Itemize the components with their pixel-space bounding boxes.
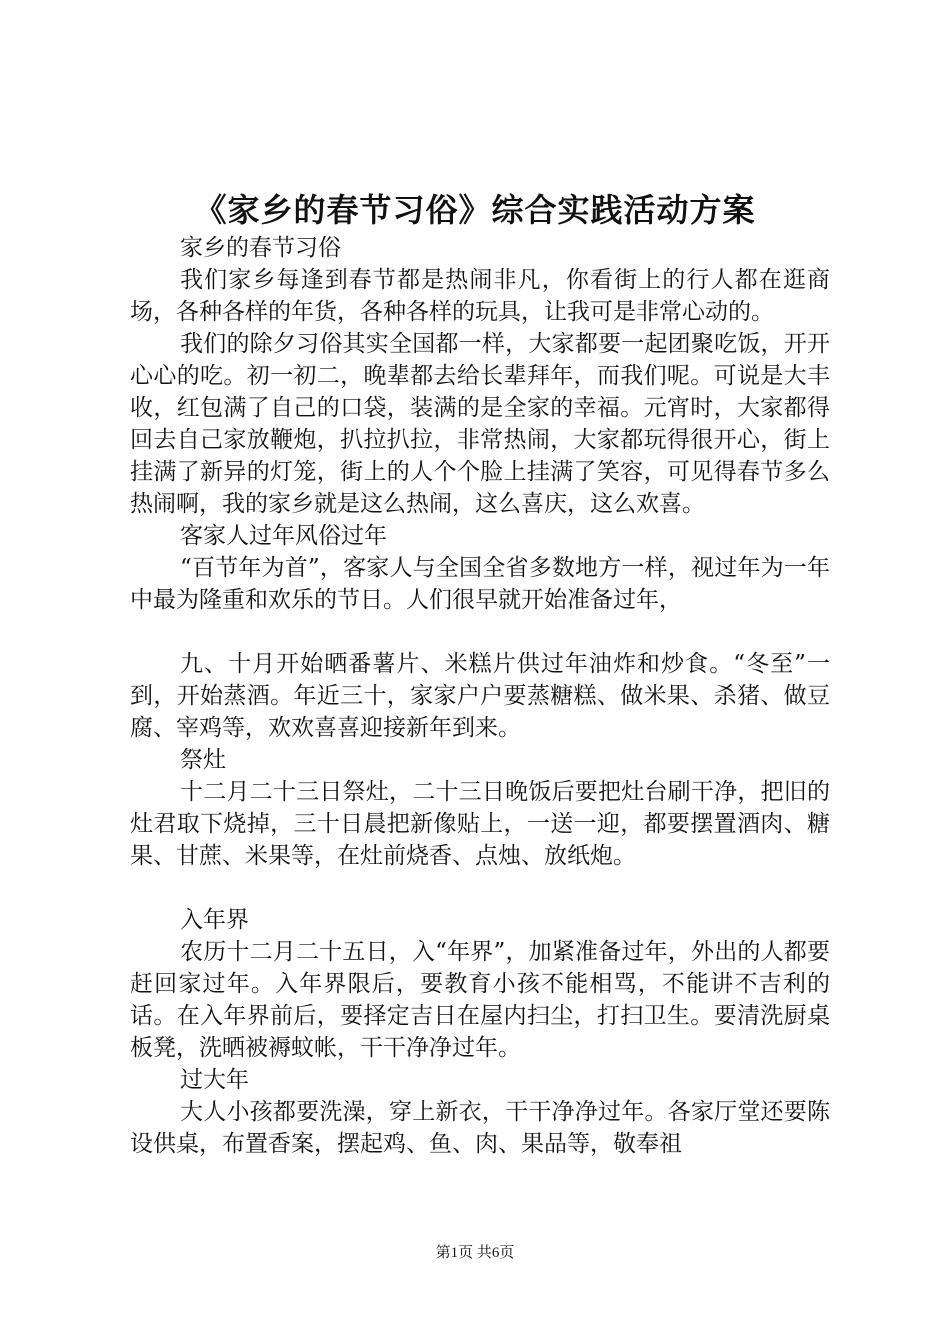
paragraph: 我们的除夕习俗其实全国都一样，大家都要一起团聚吃饭，开开心心的吃。初一初二，晚辈都去给长辈拜年，而我们呢。可说是大丰收，红包满了自己的口袋，装满的是全家的幸福。元宵时，大家都得回去自己家放鞭炮，扒拉扒拉，非常热闹，大家都玩得很开心，街上挂满了新异的灯笼，街上的人个个脸上挂满了笑容，可见得春节多么热闹啊，我的家乡就是这么热闹，这么喜庆，这么欢喜。 — [130, 331, 830, 517]
paragraph: 大人小孩都要洗澡，穿上新衣，干干净净过年。各家厅堂还要陈设供桌，布置香案，摆起鸡、鱼、肉、果品等，敬奉祖 — [130, 1099, 830, 1157]
paragraph: 十二月二十三日祭灶，二十三日晚饭后要把灶台刷干净，把旧的灶君取下烧掉，三十日晨把新像贴上，一送一迎，都要摆置酒肉、糖果、甘蔗、米果等，在灶前烧香、点烛、放纸炮。 — [130, 779, 830, 869]
paragraph-gap — [130, 616, 830, 648]
document-title: 《家乡的春节习俗》综合实践活动方案 — [194, 191, 756, 229]
page-footer: 第1页 共6页 — [435, 1245, 515, 1261]
section-heading: 过大年 — [180, 1067, 249, 1093]
paragraph: “百节年为首”，客家人与全国全省多数地方一样，视过年为一年中最为隆重和欢乐的节日。人们很早就开始准备过年， — [130, 555, 830, 613]
paragraph-gap — [130, 872, 830, 904]
paragraph: 农历十二月二十五日，入“年界”，加紧准备过年，外出的人都要赶回家过年。入年界限后，要教育小孩不能相骂，不能讲不吉利的话。在入年界前后，要择定吉日在屋内扫尘，打扫卫生。要清洗厨桌板凳，洗晒被褥蚊帐，干干净净过年。 — [130, 939, 830, 1061]
section-heading: 客家人过年风俗过年 — [180, 523, 387, 549]
section-heading: 入年界 — [180, 907, 249, 933]
section-heading: 家乡的春节习俗 — [180, 235, 341, 261]
section-heading: 祭灶 — [180, 747, 226, 773]
paragraph: 我们家乡每逢到春节都是热闹非凡，你看街上的行人都在逛商场，各种各样的年货，各种各样的玩具，让我可是非常心动的。 — [130, 267, 830, 325]
paragraph: 九、十月开始晒番薯片、米糕片供过年油炸和炒食。“冬至”一到，开始蒸酒。年近三十，家家户户要蒸糖糕、做米果、杀猪、做豆腐、宰鸡等，欢欢喜喜迎接新年到来。 — [130, 651, 830, 741]
document-body — [130, 232, 830, 1160]
